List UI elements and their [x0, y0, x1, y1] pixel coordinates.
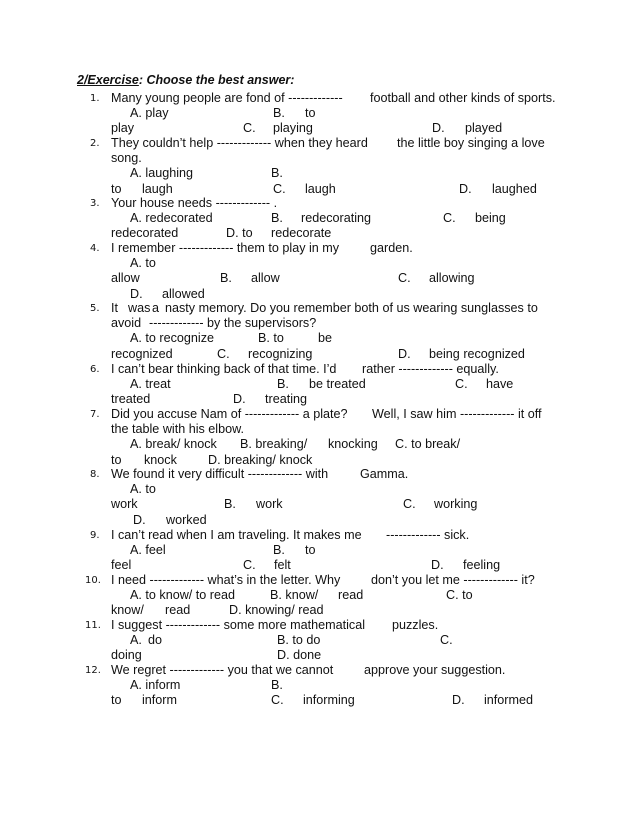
answer-option-text: D. knowing/ read — [229, 603, 324, 618]
answer-option-text: B. — [273, 543, 285, 558]
question-text: They couldn’t help ------------- when they heard — [111, 136, 368, 150]
answer-option-text: song. — [111, 151, 142, 166]
question-text: Your house needs ------------- . — [111, 196, 278, 210]
question-number: 9. — [90, 530, 100, 541]
exercise-heading — [77, 73, 294, 87]
question-number: 5. — [90, 303, 100, 314]
answer-option-text: allow — [251, 271, 280, 286]
question-text: Well, I saw him ------------- it off — [372, 407, 542, 421]
answer-option-text: C. — [440, 633, 453, 648]
question-text: rather ------------- equally. — [362, 362, 499, 376]
answer-option-text: D. breaking/ knock — [208, 452, 313, 467]
question-text: don’t you let me ------------- it? — [371, 573, 535, 587]
question-text: nasty memory. Do you remember both of us wearing sunglasses to — [165, 301, 538, 315]
answer-option-text: C. — [455, 377, 468, 392]
answer-option-text: knock — [144, 452, 177, 467]
answer-option-text: C. — [398, 271, 411, 286]
answer-option-text: worked — [166, 512, 207, 527]
question-text: football and other kinds of sports. — [370, 91, 556, 105]
answer-option-text: treated — [111, 392, 151, 407]
question-text: I can’t read when I am traveling. It makes me — [111, 528, 362, 542]
exercise-heading-instruction: : Choose the best answer: — [138, 73, 295, 87]
answer-option-text: B. — [220, 271, 232, 286]
answer-option-text: do — [148, 633, 163, 648]
answer-option-text: redecorate — [271, 226, 332, 241]
answer-option-text: A. to — [130, 256, 156, 271]
question-text: I suggest ------------- some more mathematical — [111, 618, 366, 632]
answer-option-text: A. break/ knock — [130, 437, 217, 452]
answer-option-text: B. to do — [277, 633, 321, 648]
answer-option-text: inform — [142, 693, 177, 708]
answer-option-text: C. — [273, 181, 286, 196]
question-text: puzzles. — [392, 618, 439, 632]
answer-option-text: D. to — [226, 226, 253, 241]
answer-option-text: to — [305, 543, 316, 558]
answer-option-text: A. to know/ to read — [130, 588, 236, 603]
question-number: 6. — [90, 364, 100, 375]
answer-option-text: working — [434, 497, 478, 512]
answer-option-text: B. — [271, 211, 283, 226]
question-number: 8. — [90, 469, 100, 480]
question-number: 12. — [85, 665, 101, 676]
answer-option-text: treating — [265, 392, 308, 407]
answer-option-text: allowed — [162, 286, 205, 301]
answer-option-text: laughed — [492, 181, 537, 196]
answer-option-text: redecorated — [111, 226, 179, 241]
answer-option-text: work — [256, 497, 283, 512]
answer-option-text: allowing — [429, 271, 475, 286]
answer-option-text: A. — [130, 633, 142, 648]
exercise-heading-label: 2/Exercise — [77, 73, 139, 87]
answer-option-text: B. know/ — [270, 588, 319, 603]
answer-option-text: the table with his elbow. — [111, 422, 245, 437]
answer-option-text: know/ — [111, 603, 144, 618]
answer-option-text: be — [318, 331, 333, 346]
question-text: approve your suggestion. — [364, 663, 506, 677]
question-number: 11. — [85, 620, 101, 631]
answer-option-text: to — [111, 693, 122, 708]
answer-option-text: C. to break/ — [395, 437, 461, 452]
answer-option-text: D. — [432, 121, 445, 136]
answer-option-text: recognized — [111, 346, 173, 361]
question-text: I can’t bear thinking back of that time. I’d — [111, 362, 337, 376]
question-text: ------------- sick. — [386, 528, 470, 542]
question-text: We found it very difficult ------------- with — [111, 467, 329, 481]
answer-option-text: C. — [217, 346, 230, 361]
answer-option-text: D. — [130, 286, 143, 301]
answer-option-text: A. redecorated — [130, 211, 213, 226]
question-number: 1. — [90, 93, 100, 104]
answer-option-text: play — [111, 121, 135, 136]
question-text: was — [128, 301, 151, 315]
answer-option-text: D. — [233, 392, 246, 407]
answer-option-text: felt — [274, 558, 291, 573]
question-text: garden. — [370, 241, 413, 255]
answer-option-text: C. — [243, 558, 256, 573]
question-number: 4. — [90, 243, 100, 254]
answer-option-text: C. — [403, 497, 416, 512]
question-text: I need ------------- what’s in the letter. Why — [111, 573, 341, 587]
answer-option-text: being recognized — [429, 346, 525, 361]
answer-option-text: informing — [303, 693, 355, 708]
answer-option-text: have — [486, 377, 514, 392]
question-text: It — [111, 301, 118, 315]
answer-option-text: B. breaking/ — [240, 437, 308, 452]
question-text: We regret ------------- you that we cannot — [111, 663, 334, 677]
answer-option-text: recognizing — [248, 346, 313, 361]
answer-option-text: to — [111, 452, 122, 467]
question-number: 10. — [85, 575, 101, 586]
answer-option-text: to — [305, 106, 316, 121]
answer-option-text: D. — [133, 512, 146, 527]
answer-option-text: A. treat — [130, 377, 171, 392]
answer-option-text: be treated — [309, 377, 366, 392]
answer-option-text: D. — [459, 181, 472, 196]
answer-option-text: doing — [111, 648, 142, 663]
answer-option-text: knocking — [328, 437, 378, 452]
answer-option-text: B. — [271, 166, 283, 181]
answer-option-text: A. laughing — [130, 166, 194, 181]
question-text: the little boy singing a love — [397, 136, 545, 150]
answer-option-text: avoid — [111, 316, 142, 331]
question-text: I remember ------------- them to play in my — [111, 241, 340, 255]
answer-option-text: A. feel — [130, 543, 166, 558]
answer-option-text: feeling — [463, 558, 501, 573]
answer-option-text: D. — [431, 558, 444, 573]
answer-option-text: D. done — [277, 648, 322, 663]
answer-option-text: C. — [271, 693, 284, 708]
question-number: 7. — [90, 409, 100, 420]
answer-option-text: A. inform — [130, 678, 181, 693]
answer-option-text: laugh — [305, 181, 336, 196]
answer-option-text: A. play — [130, 106, 169, 121]
answer-option-text: played — [465, 121, 503, 136]
answer-option-text: to — [111, 181, 122, 196]
answer-option-text: B. — [224, 497, 236, 512]
answer-option-text: B. — [277, 377, 289, 392]
question-number: 2. — [90, 138, 100, 149]
answer-option-text: ------------- by the supervisors? — [149, 316, 317, 331]
answer-option-text: C. — [243, 121, 256, 136]
question-text: Gamma. — [360, 467, 409, 481]
question-number: 3. — [90, 198, 100, 209]
answer-option-text: A. to recognize — [130, 331, 215, 346]
answer-option-text: work — [111, 497, 138, 512]
answer-option-text: redecorating — [301, 211, 372, 226]
answer-option-text: B. — [273, 106, 285, 121]
answer-option-text: D. — [398, 346, 411, 361]
answer-option-text: informed — [484, 693, 533, 708]
answer-option-text: laugh — [142, 181, 173, 196]
answer-option-text: feel — [111, 558, 132, 573]
answer-option-text: read — [338, 588, 364, 603]
answer-option-text: B. to — [258, 331, 284, 346]
answer-option-text: B. — [271, 678, 283, 693]
answer-option-text: A. to — [130, 482, 156, 497]
question-text: a — [152, 301, 160, 315]
answer-option-text: D. — [452, 693, 465, 708]
answer-option-text: playing — [273, 121, 313, 136]
question-text: Many young people are fond of ------------- — [111, 91, 343, 105]
answer-option-text: read — [165, 603, 191, 618]
answer-option-text: allow — [111, 271, 140, 286]
question-text: Did you accuse Nam of ------------- a plate? — [111, 407, 348, 421]
answer-option-text: C. — [443, 211, 456, 226]
answer-option-text: C. to — [446, 588, 473, 603]
answer-option-text: being — [475, 211, 506, 226]
